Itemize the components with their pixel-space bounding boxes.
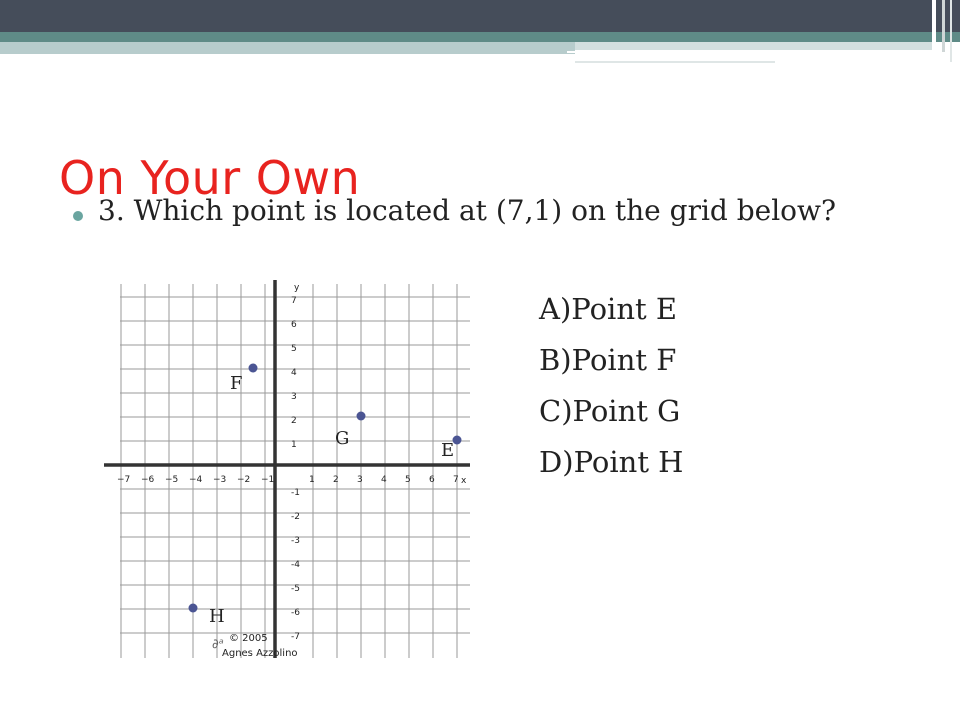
point-marker (357, 412, 366, 421)
y-tick-label: -4 (291, 560, 300, 570)
y-tick-label: 2 (291, 416, 297, 426)
point-label: E (441, 440, 455, 461)
point-marker (249, 364, 258, 373)
grid-points (189, 364, 462, 628)
x-tick-label: −3 (213, 475, 227, 485)
x-tick-label: 7 (453, 475, 459, 485)
bullet-icon (73, 211, 83, 221)
answer-choices (539, 284, 683, 488)
x-tick-label: −4 (189, 475, 203, 485)
x-tick-label: 5 (405, 475, 411, 485)
y-axis-label: y (294, 283, 300, 293)
x-tick-label: −1 (261, 475, 275, 485)
choice-a[interactable]: A)Point E (539, 292, 678, 326)
x-tick-label: 4 (381, 475, 387, 485)
y-tick-label: -5 (291, 584, 300, 594)
point-marker (189, 604, 198, 613)
grid-lines (120, 284, 470, 658)
x-tick-label: −5 (165, 475, 179, 485)
y-tick-label: -1 (291, 488, 300, 498)
point-label: G (335, 428, 350, 449)
x-tick-label: 6 (429, 475, 435, 485)
copyright-author: Agnes Azzolino (222, 648, 298, 659)
y-tick-label: -2 (291, 512, 300, 522)
x-tick-label: −2 (237, 475, 251, 485)
choice-c[interactable]: C)Point G (539, 394, 681, 428)
choice-d[interactable]: D)Point H (539, 445, 684, 479)
y-tick-label: 6 (291, 320, 297, 330)
y-tick-label: 5 (291, 344, 297, 354)
x-tick-label: 1 (309, 475, 315, 485)
x-tick-label: −6 (141, 475, 155, 485)
x-tick-label: 2 (333, 475, 339, 485)
question-text: 3. Which point is located at (7,1) on the grid below? (98, 194, 837, 227)
y-tick-label: -6 (291, 608, 300, 618)
page-title: On Your Own (59, 151, 361, 205)
y-tick-label: 7 (291, 296, 297, 306)
y-tick-label: 3 (291, 392, 297, 402)
copyright-line: © 2005 (229, 633, 268, 644)
x-tick-label: −7 (117, 475, 131, 485)
choice-b[interactable]: B)Point F (539, 343, 677, 377)
point-label: F (230, 373, 243, 394)
x-axis-label: x (461, 476, 467, 486)
y-tick-label: -3 (291, 536, 300, 546)
point-label: H (209, 606, 225, 627)
x-tick-label: 3 (357, 475, 363, 485)
y-tick-label: -7 (291, 632, 300, 642)
y-tick-label: 4 (291, 368, 297, 378)
y-tick-label: 1 (291, 440, 297, 450)
axes (104, 280, 470, 658)
signature-mark: ∂ᵃ (212, 637, 224, 652)
